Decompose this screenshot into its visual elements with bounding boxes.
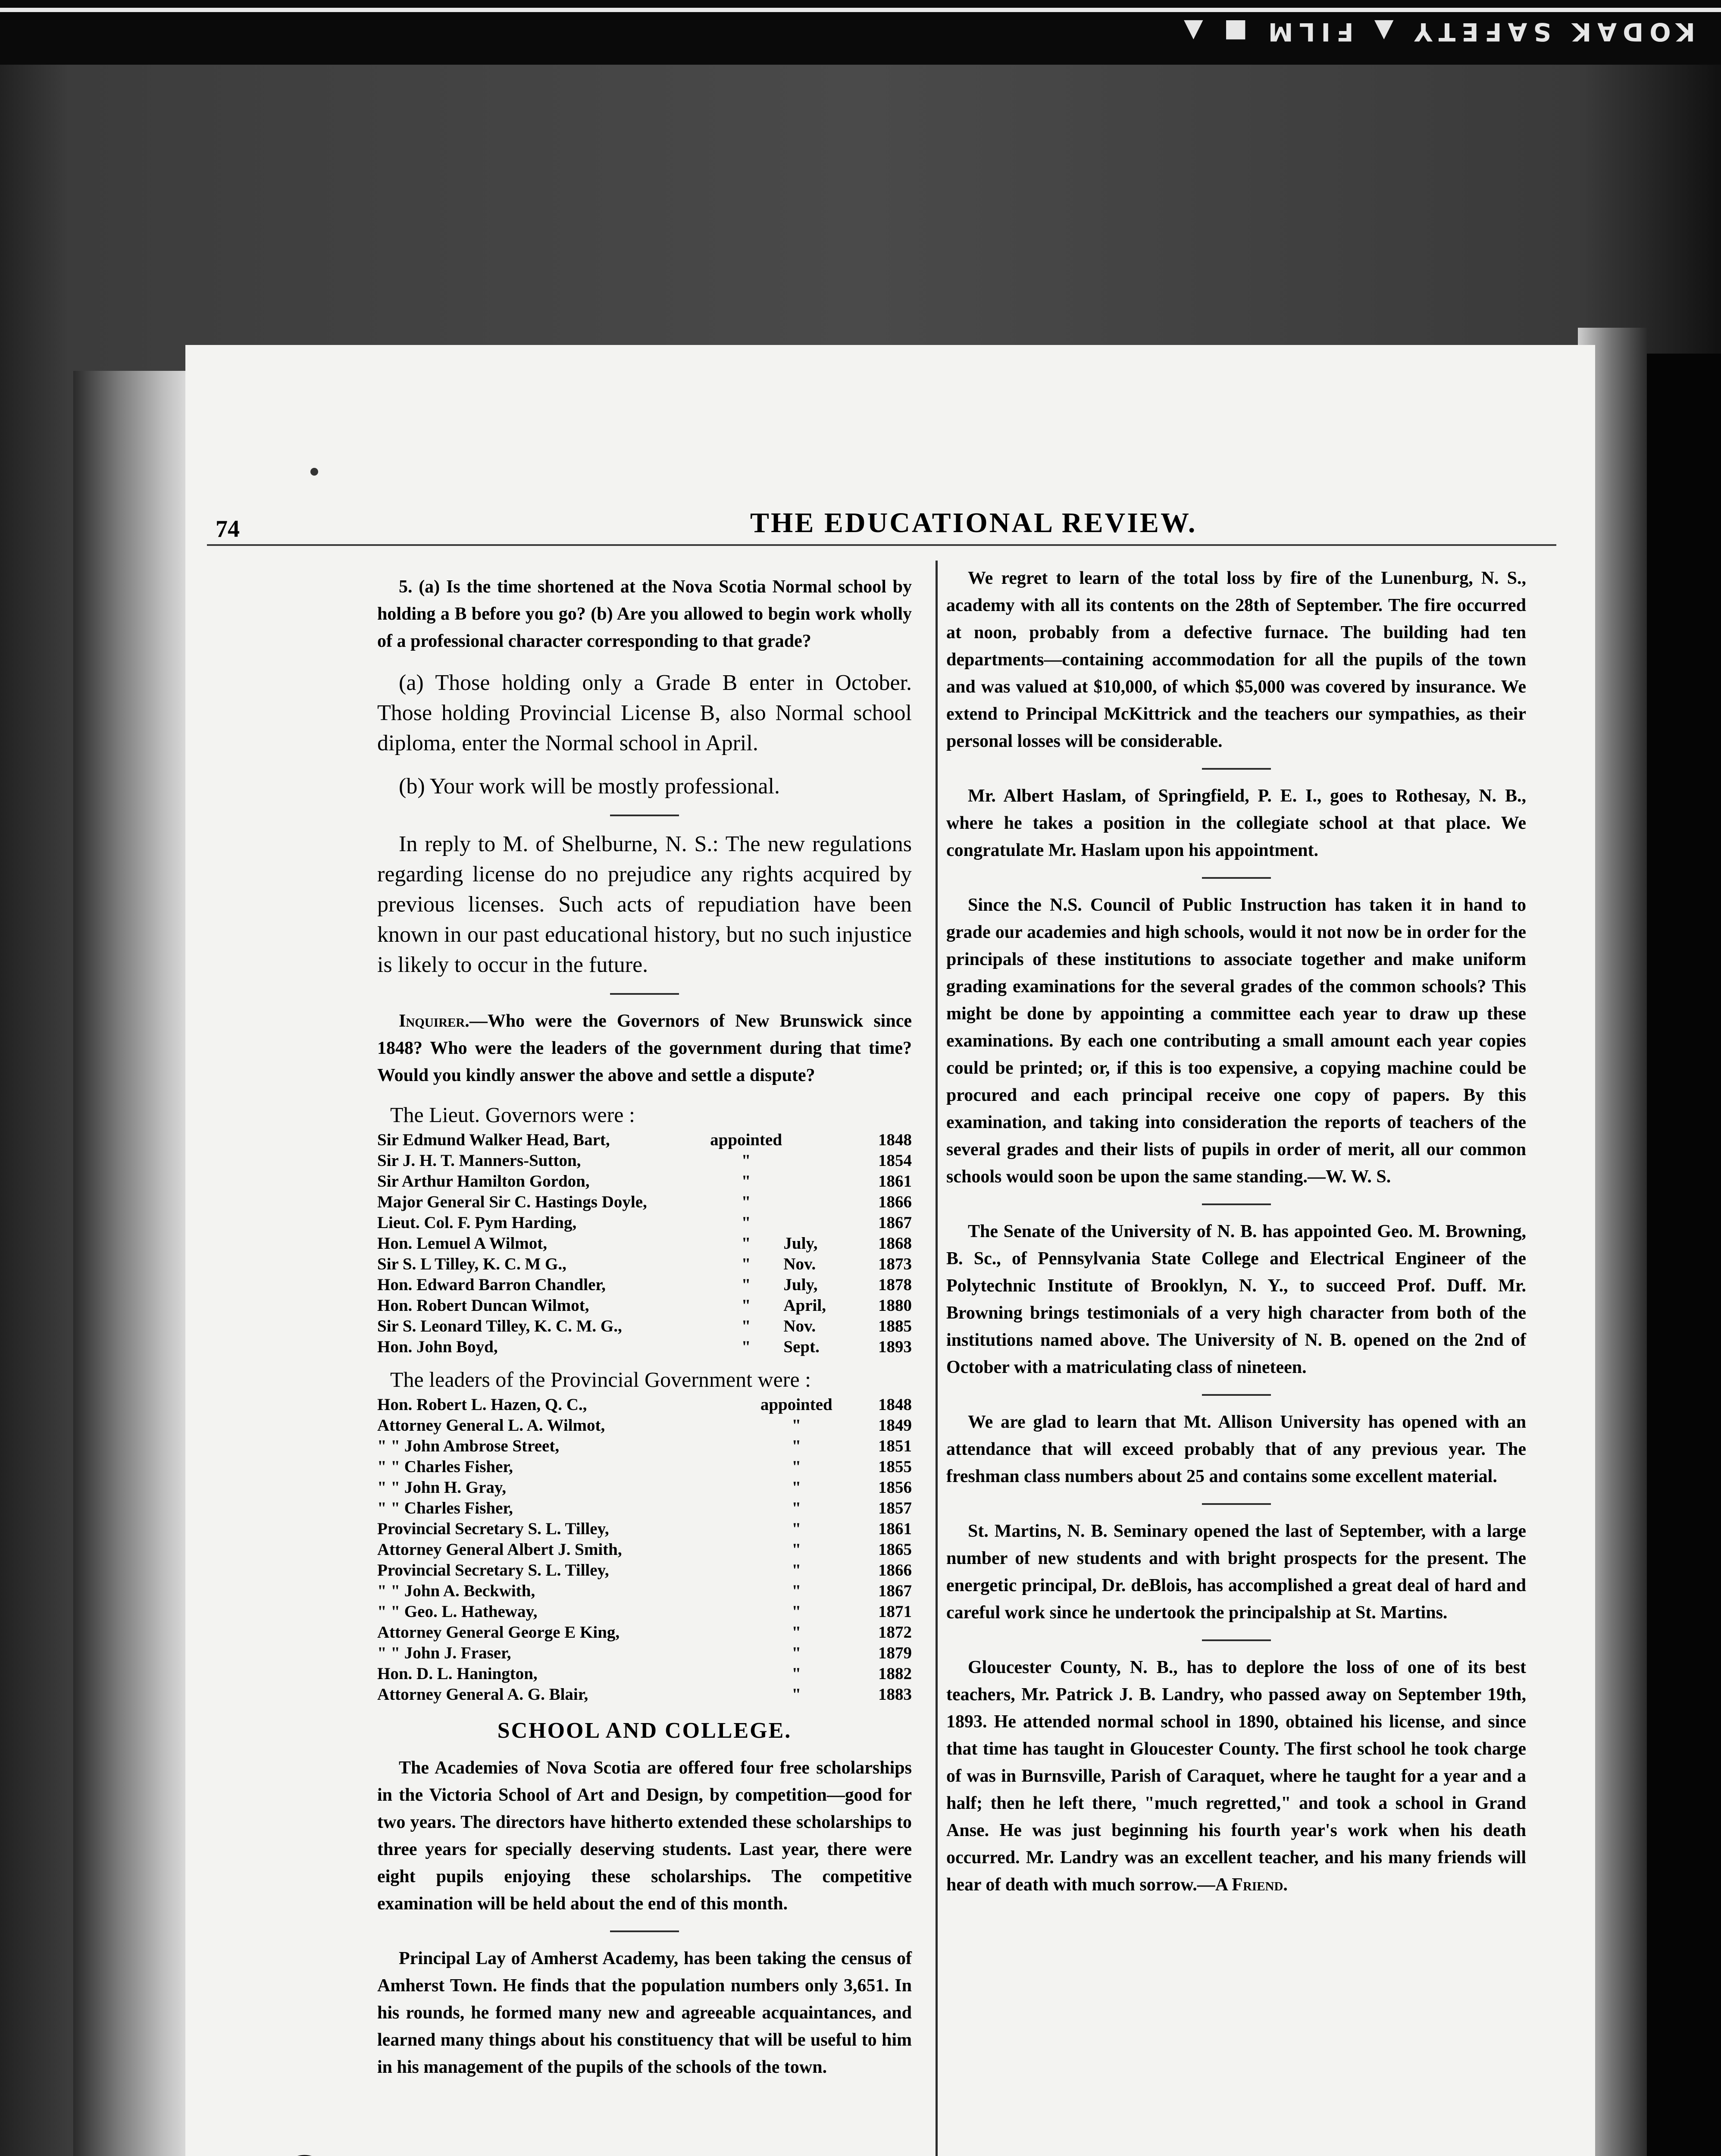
governor-month bbox=[783, 1130, 848, 1150]
film-edge-label: KODAK SAFETY ▲ FILM ■ ▲ bbox=[1178, 17, 1695, 47]
divider bbox=[610, 993, 679, 995]
governor-month: Nov. bbox=[783, 1255, 816, 1273]
leaders-title: The leaders of the Provincial Government were : bbox=[390, 1367, 811, 1391]
leader-name: " " Charles Fisher, bbox=[377, 1499, 513, 1517]
scan-dark-margin bbox=[1647, 354, 1721, 2156]
governor-year: 1848 bbox=[878, 1131, 912, 1149]
governor-word: " bbox=[741, 1275, 751, 1294]
leaders-table bbox=[377, 1395, 912, 1705]
governor-year: 1893 bbox=[878, 1338, 912, 1356]
governor-name: Major General Sir C. Hastings Doyle, bbox=[377, 1193, 647, 1211]
leader-word: appointed bbox=[760, 1395, 832, 1414]
divider bbox=[1202, 1503, 1271, 1505]
leader-name: Attorney General Albert J. Smith, bbox=[377, 1540, 622, 1559]
governor-month: Nov. bbox=[783, 1317, 816, 1335]
inquirer-text: —Who were the Governors of New Brunswick since 1848? Who were the leaders of the government during that time? Would you kindly answer the above and settle a dispute? bbox=[377, 1011, 912, 1085]
st-martins-paragraph: St. Martins, N. B. Seminary opened the last of September, with a large number of new students and with bright prospects for the present. The energetic principal, Dr. deBlois, has accomplished a great deal of hard and careful work since he undertook the principalship at St. Martins. bbox=[946, 1521, 1526, 1623]
governor-year: 1885 bbox=[878, 1317, 912, 1335]
allison-paragraph: We are glad to learn that Mt. Allison University has opened with an attendance that will exceed probably that of any previous year. The freshman class numbers about 25 and contains some excellent material. bbox=[946, 1412, 1526, 1486]
governor-row bbox=[377, 1171, 912, 1192]
divider bbox=[1202, 1639, 1271, 1641]
leader-row bbox=[377, 1664, 912, 1684]
leader-year: 1861 bbox=[878, 1520, 912, 1538]
leader-year: 1883 bbox=[878, 1685, 912, 1704]
divider bbox=[1202, 768, 1271, 770]
governor-row bbox=[377, 1150, 912, 1171]
academies-paragraph: The Academies of Nova Scotia are offered four free scholarships in the Victoria School of Art and Design, by competition—good for two years. The directors have hitherto extended these scholarships to three years for specially deserving students. Last year, there were eight pupils enjoying these scholarships. The competitive examination will be held about the end of this month. bbox=[377, 1758, 912, 1914]
governor-month bbox=[783, 1171, 848, 1192]
leader-name: Attorney General George E King, bbox=[377, 1623, 620, 1642]
governor-row bbox=[377, 1254, 912, 1275]
governor-word: " bbox=[741, 1151, 751, 1170]
governor-month bbox=[783, 1150, 848, 1171]
leader-name: Attorney General A. G. Blair, bbox=[377, 1685, 588, 1704]
leader-row bbox=[377, 1560, 912, 1581]
governor-name: Sir S. L Tilley, K. C. M G., bbox=[377, 1255, 566, 1273]
leader-row bbox=[377, 1498, 912, 1519]
leader-year: 1855 bbox=[878, 1457, 912, 1476]
governor-year: 1866 bbox=[878, 1193, 912, 1211]
leader-row bbox=[377, 1436, 912, 1457]
leader-word: " bbox=[792, 1499, 801, 1517]
leader-word: " bbox=[792, 1478, 801, 1497]
council-paragraph: Since the N.S. Council of Public Instruction has taken it in hand to grade our academies and high schools, would it not now be in order for the principals of these institutions to associate together and make uniform grading examinations for the several grades of the common schools? This might be done by appointing a committee each year to draw up these examinations. By each one contributing a small amount each year copies could be printed; or, if this is too expensive, a copying machine could be procured and each principal receive one copy of papers. By this examination, and taking into consideration the reports of teachers of the several grades and their lists of pupils in order of merit, all our common schools would soon be upon the same standing.—W. W. S. bbox=[946, 895, 1526, 1187]
leader-row bbox=[377, 1519, 912, 1539]
leader-year: 1867 bbox=[878, 1582, 912, 1600]
leader-name: " " Charles Fisher, bbox=[377, 1457, 513, 1476]
governor-row bbox=[377, 1130, 912, 1150]
gloucester-paragraph bbox=[946, 1654, 1526, 1899]
answer-5b: (b) Your work will be mostly professional. bbox=[399, 774, 780, 799]
amherst-paragraph: Principal Lay of Amherst Academy, has been taking the census of Amherst Town. He finds that the population numbers only 3,651. In his rounds, he formed many new and agreeable acquaintances, and learned many things about his constituency that will be useful to him in his management of the pupils of the schools of the town. bbox=[377, 1949, 912, 2077]
section-heading: SCHOOL AND COLLEGE. bbox=[497, 1718, 792, 1743]
leader-word: " bbox=[792, 1623, 801, 1642]
governor-word: " bbox=[741, 1234, 751, 1253]
divider bbox=[1202, 877, 1271, 879]
book-spine-left bbox=[73, 371, 185, 2156]
answer-5a: (a) Those holding only a Grade B enter in October. Those holding Provincial License B, also Normal school diploma, enter the Normal school in April. bbox=[377, 671, 912, 755]
leader-word: " bbox=[792, 1602, 801, 1621]
governor-word: " bbox=[741, 1213, 751, 1232]
page-number: 74 bbox=[216, 516, 240, 542]
leader-row bbox=[377, 1415, 912, 1436]
leader-year: 1872 bbox=[878, 1623, 912, 1642]
governor-name: Sir Arthur Hamilton Gordon, bbox=[377, 1172, 590, 1191]
haslam-paragraph: Mr. Albert Haslam, of Springfield, P. E. I., goes to Rothesay, N. B., where he takes a position in the collegiate school at that place. We congratulate Mr. Haslam upon his appointment. bbox=[946, 786, 1526, 860]
governor-year: 1873 bbox=[878, 1255, 912, 1273]
governor-month: July, bbox=[783, 1234, 818, 1253]
leader-year: 1848 bbox=[878, 1395, 912, 1414]
governor-row bbox=[377, 1233, 912, 1254]
leader-year: 1882 bbox=[878, 1664, 912, 1683]
leader-row bbox=[377, 1684, 912, 1705]
divider bbox=[610, 1930, 679, 1932]
leader-year: 1866 bbox=[878, 1561, 912, 1579]
governor-row bbox=[377, 1192, 912, 1213]
governor-month: April, bbox=[783, 1296, 826, 1315]
leader-year: 1849 bbox=[878, 1416, 912, 1435]
governor-name: Hon. Edward Barron Chandler, bbox=[377, 1275, 606, 1294]
governor-name: Sir S. Leonard Tilley, K. C. M. G., bbox=[377, 1317, 622, 1335]
leader-row bbox=[377, 1643, 912, 1664]
right-column bbox=[946, 565, 1526, 1912]
leader-word: " bbox=[792, 1416, 801, 1435]
leader-name: Provincial Secretary S. L. Tilley, bbox=[377, 1561, 609, 1579]
governor-word: " bbox=[741, 1193, 751, 1211]
governor-name: Hon. John Boyd, bbox=[377, 1338, 498, 1356]
leader-row bbox=[377, 1622, 912, 1643]
leader-year: 1871 bbox=[878, 1602, 912, 1621]
leader-word: " bbox=[792, 1540, 801, 1559]
governor-month: July, bbox=[783, 1275, 818, 1294]
governor-row bbox=[377, 1295, 912, 1316]
header-rule bbox=[207, 544, 1556, 546]
leader-row bbox=[377, 1395, 912, 1415]
leader-word: " bbox=[792, 1457, 801, 1476]
running-title: THE EDUCATIONAL REVIEW. bbox=[750, 507, 1197, 539]
divider bbox=[1202, 1394, 1271, 1396]
governors-table bbox=[377, 1130, 912, 1357]
leader-year: 1865 bbox=[878, 1540, 912, 1559]
governor-row bbox=[377, 1213, 912, 1233]
leader-word: " bbox=[792, 1561, 801, 1579]
leader-row bbox=[377, 1457, 912, 1477]
leader-name: " " John J. Fraser, bbox=[377, 1644, 511, 1662]
governor-name: Hon. Lemuel A Wilmot, bbox=[377, 1234, 548, 1253]
leader-word: " bbox=[792, 1644, 801, 1662]
left-column bbox=[377, 573, 912, 2094]
governor-name: Sir J. H. T. Manners-Sutton, bbox=[377, 1151, 581, 1170]
leader-name: " " John Ambrose Street, bbox=[377, 1437, 560, 1455]
governors-title: The Lieut. Governors were : bbox=[390, 1103, 635, 1127]
leader-row bbox=[377, 1539, 912, 1560]
leader-row bbox=[377, 1601, 912, 1622]
gloucester-signature: —A Friend. bbox=[1197, 1875, 1288, 1895]
lunenburg-paragraph: We regret to learn of the total loss by fire of the Lunenburg, N. S., academy with all its contents on the 28th of September. The fire occurred at noon, probably from a defective furnace. The building had ten departments—containing accommodation for all the pupils of the town and was valued at $10,000, of which $5,000 was covered by insurance. We extend to Principal McKittrick and the teachers our sympathies, as their personal losses will be considerable. bbox=[946, 568, 1526, 751]
leader-year: 1851 bbox=[878, 1437, 912, 1455]
leader-name: Attorney General L. A. Wilmot, bbox=[377, 1416, 605, 1435]
leader-name: " " Geo. L. Hatheway, bbox=[377, 1602, 538, 1621]
film-border bbox=[0, 8, 1721, 12]
governor-word: appointed bbox=[710, 1131, 782, 1149]
governor-row bbox=[377, 1316, 912, 1337]
governor-word: " bbox=[741, 1255, 751, 1273]
question-5: 5. (a) Is the time shortened at the Nova Scotia Normal school by holding a B before you go? (b) Are you allowed to begin work wholly of a professional character corresponding to that grade? bbox=[377, 577, 912, 651]
leader-year: 1879 bbox=[878, 1644, 912, 1662]
leader-name: " " John H. Gray, bbox=[377, 1478, 507, 1497]
leader-word: " bbox=[792, 1664, 801, 1683]
governor-word: " bbox=[741, 1172, 751, 1191]
column-rule bbox=[936, 561, 938, 2156]
leader-word: " bbox=[792, 1437, 801, 1455]
governor-month: Sept. bbox=[783, 1338, 820, 1356]
leader-word: " bbox=[792, 1685, 801, 1704]
governor-month bbox=[783, 1213, 848, 1233]
governor-word: " bbox=[741, 1338, 751, 1356]
governor-year: 1861 bbox=[878, 1172, 912, 1191]
leader-year: 1856 bbox=[878, 1478, 912, 1497]
leader-year: 1857 bbox=[878, 1499, 912, 1517]
gloucester-text: Gloucester County, N. B., has to deplore the loss of one of its best teachers, Mr. Patrick J. B. Landry, who passed away on September 19th, 1893. He attended normal school in 1890, obtained his license, and since that time has taught in Gloucester County. The first school he took charge of was in Burnsville, Parish of Caraquet, where he taught for a year and a half; then he left there, "much regretted," and took a school in Grand Anse. He was just beginning his fourth year's work when his death occurred. Mr. Landry was an excellent teacher, and his many friends will hear of death with much sorrow. bbox=[946, 1658, 1526, 1895]
leader-word: " bbox=[792, 1582, 801, 1600]
governor-year: 1880 bbox=[878, 1296, 912, 1315]
leader-name: Hon. Robert L. Hazen, Q. C., bbox=[377, 1395, 587, 1414]
governor-year: 1868 bbox=[878, 1234, 912, 1253]
leader-row bbox=[377, 1477, 912, 1498]
leader-word: " bbox=[792, 1520, 801, 1538]
divider bbox=[610, 815, 679, 816]
governor-year: 1867 bbox=[878, 1213, 912, 1232]
inquirer-label: Inquirer. bbox=[399, 1011, 469, 1031]
leader-name: Provincial Secretary S. L. Tilley, bbox=[377, 1520, 609, 1538]
governor-word: " bbox=[741, 1296, 751, 1315]
senate-paragraph: The Senate of the University of N. B. has appointed Geo. M. Browning, B. Sc., of Pennsylvania State College and Electrical Engineer of the Polytechnic Institute of Brooklyn, N. Y., to succeed Prof. Duff. Mr. Browning brings testimonials of a very high character from both of the institutions named above. The University of N. B. opened on the 2nd of October with a matriculating class of nineteen. bbox=[946, 1222, 1526, 1377]
governor-month bbox=[783, 1192, 848, 1213]
shelburne-reply: In reply to M. of Shelburne, N. S.: The new regulations regarding license do no prejudice any rights acquired by previous licenses. Such acts of repudiation have been known in our past educational history, but no such injustice is likely to occur in the future. bbox=[377, 832, 912, 977]
governor-name: Hon. Robert Duncan Wilmot, bbox=[377, 1296, 589, 1315]
ink-spot bbox=[310, 468, 318, 476]
inquirer-question bbox=[377, 1008, 912, 1089]
governor-row bbox=[377, 1337, 912, 1357]
leader-name: Hon. D. L. Hanington, bbox=[377, 1664, 538, 1683]
governor-row bbox=[377, 1275, 912, 1295]
leader-name: " " John A. Beckwith, bbox=[377, 1582, 535, 1600]
divider bbox=[1202, 1203, 1271, 1205]
governor-year: 1854 bbox=[878, 1151, 912, 1170]
governor-word: " bbox=[741, 1317, 751, 1335]
governor-name: Lieut. Col. F. Pym Harding, bbox=[377, 1213, 577, 1232]
governor-year: 1878 bbox=[878, 1275, 912, 1294]
leader-row bbox=[377, 1581, 912, 1601]
governor-name: Sir Edmund Walker Head, Bart, bbox=[377, 1131, 610, 1149]
